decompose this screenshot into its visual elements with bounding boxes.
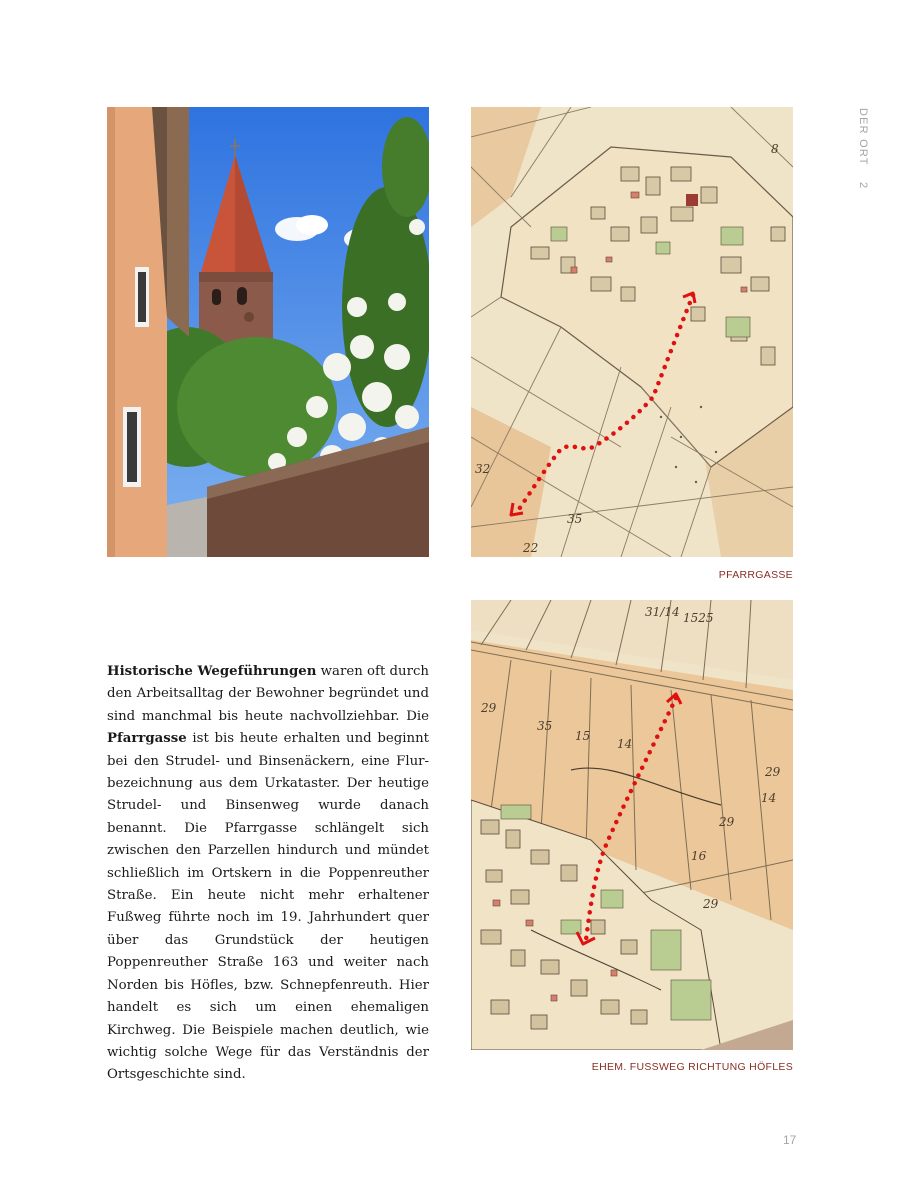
body-paragraph bbox=[107, 661, 429, 1087]
map-top-label: 22 bbox=[523, 541, 539, 555]
cadastral-map-fussweg bbox=[471, 600, 793, 1050]
church-photo bbox=[107, 107, 429, 557]
body-pfarrgasse-bold: Pfarrgasse bbox=[107, 731, 187, 747]
map-bottom-label: 15 bbox=[575, 729, 591, 743]
body-text-part: ist bis heute erhalten und beginnt bei den Strudel- und Binsenäckern, eine Flurbezeichnung aus dem Urkataster. Der heutige Strudel- und Binsenweg wurde danach benannt. Die Pfarrgasse schlängelt sich zwischen den Parzellen hindurch und mündet schließlich im Ortskern in die Poppenreuther Straße. Ein heute nicht mehr erhaltener Fußweg führte noch im 19. Jahrhundert quer über das Grundstück der heutigen Poppenreuther Straße 163 und weiter nach Norden bis Höfles, bzw. Schnepfenreuth. Hier handelt es sich um einen ehemaligen Kirchweg. Die Beispiele machen deutlich, wie wichtig solche Wege für das Verständnis der Ortsgeschichte sind. bbox=[107, 731, 429, 1083]
map-bottom-label: 16 bbox=[691, 849, 707, 863]
map-pfarrgasse-drawing bbox=[471, 107, 793, 557]
map-bottom-label: 31/14 bbox=[645, 605, 680, 619]
map-top-label: 8 bbox=[771, 142, 779, 156]
chapter-side-label bbox=[857, 108, 869, 189]
map-bottom-label: 14 bbox=[761, 791, 777, 805]
chapter-title: DER ORT bbox=[857, 108, 869, 166]
caption-pfarrgasse: PFARRGASSE bbox=[718, 569, 793, 581]
map-top-label: 32 bbox=[475, 462, 491, 476]
map-bottom-label: 29 bbox=[481, 701, 497, 715]
map-bottom-label: 29 bbox=[765, 765, 781, 779]
page-number: 17 bbox=[783, 1133, 797, 1147]
body-lead-bold: Historische Wegeführungen bbox=[107, 664, 317, 679]
map-bottom-label: 1525 bbox=[683, 611, 714, 625]
church-photo-drawing bbox=[107, 107, 429, 557]
caption-fussweg: EHEM. FUSSWEG RICHTUNG HÖFLES bbox=[591, 1061, 793, 1073]
cadastral-map-pfarrgasse bbox=[471, 107, 793, 557]
map-bottom-label: 29 bbox=[719, 815, 735, 829]
map-top-label: 35 bbox=[567, 512, 583, 526]
map-bottom-label: 14 bbox=[617, 737, 633, 751]
map-bottom-label: 29 bbox=[703, 897, 719, 911]
body-text-part: waren oft durch den Arbeitsalltag der Bewohner begründet und sind manchmal bis heute nachvollziehbar. Die bbox=[107, 664, 429, 724]
chapter-number: 2 bbox=[857, 181, 869, 190]
map-bottom-label: 35 bbox=[537, 719, 553, 733]
map-fussweg-drawing bbox=[471, 600, 793, 1050]
